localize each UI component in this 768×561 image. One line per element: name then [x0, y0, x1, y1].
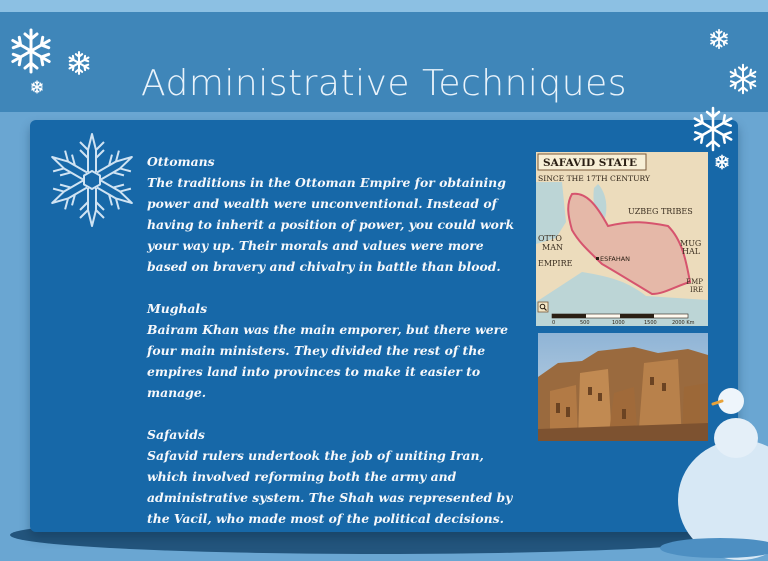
- top-strip: [0, 0, 768, 12]
- large-snowflake-icon: [40, 130, 144, 230]
- esfahan-marker: [596, 257, 599, 260]
- snowflake-icon: [688, 104, 738, 154]
- section-body: The traditions in the Ottoman Empire for obtaining power and wealth were unconventional. Instead of having to inherit a position of power, you could work your way up. Their morals and values were more based on bravery and chivalry in battle than blood.: [147, 175, 515, 274]
- map-label-ire: IRE: [690, 286, 704, 294]
- map-label-man: MAN: [542, 243, 563, 252]
- map-subtitle: SINCE THE 17TH CENTURY: [538, 174, 650, 183]
- section-body: Bairam Khan was the main emporer, but there were four main ministers. They divided the rest of the empires land into provinces to make it easier to manage.: [147, 322, 508, 400]
- map-label-mug: MUG: [680, 239, 702, 248]
- fortress-photo-image: [538, 333, 708, 441]
- map-title: SAFAVID STATE: [543, 157, 637, 169]
- safavid-map-image: [536, 152, 708, 326]
- map-label-uzbeg: UZBEG TRIBES: [628, 207, 693, 216]
- section-heading: Mughals: [147, 301, 208, 316]
- map-label-hal: HAL: [682, 247, 701, 256]
- map-label-empire: EMPIRE: [538, 259, 573, 268]
- scale-tick: 1500: [644, 320, 657, 326]
- snowflake-icon: [708, 28, 730, 50]
- snowflake-icon: [714, 154, 730, 170]
- map-label-esfahan: ESFAHAN: [600, 255, 631, 263]
- section-ottomans: [147, 151, 519, 277]
- map-label-otto: OTTO: [538, 234, 562, 243]
- section-mughals: [147, 298, 519, 403]
- scale-tick: 1000: [612, 320, 625, 326]
- slide-title: Administrative Techniques: [140, 63, 627, 104]
- map-label-emp: EMP: [686, 278, 703, 286]
- snowflake-icon: [6, 26, 56, 76]
- scale-tick: 2000 Km: [672, 320, 695, 326]
- scale-tick: 500: [580, 320, 590, 326]
- snowflake-icon: [726, 62, 760, 96]
- section-heading: Ottomans: [147, 154, 215, 169]
- snowflake-icon: [66, 50, 92, 76]
- scale-tick: 0: [552, 320, 556, 326]
- section-heading: Safavids: [147, 427, 205, 442]
- section-safavids: [147, 424, 519, 529]
- section-body: Safavid rulers undertook the job of uniting Iran, which involved reforming both the army and administrative system. The Shah was represented by the Vacil, who made most of the political decisions.: [147, 448, 513, 526]
- snowflake-icon: [30, 80, 44, 94]
- text-column: [147, 151, 519, 529]
